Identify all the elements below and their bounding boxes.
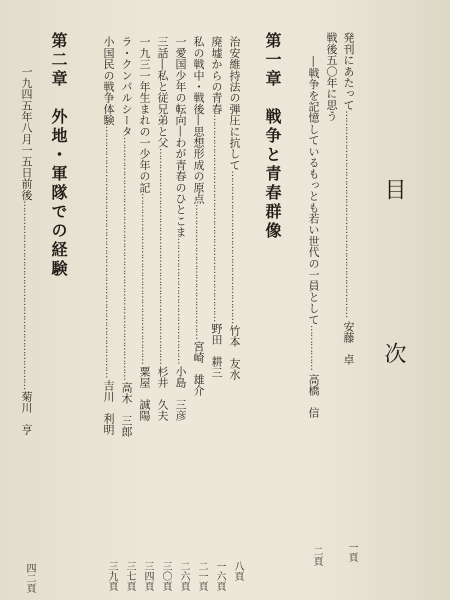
entry-page: 一六頁: [214, 561, 225, 591]
toc-title: 目 次: [381, 178, 406, 424]
toc-entry[interactable]: [226, 36, 243, 581]
toc-entry-sengo-sub: [305, 56, 321, 576]
entry-title: 三話―私と従兄弟と父: [156, 36, 169, 148]
toc-entry[interactable]: [208, 36, 225, 591]
entry-author: 竹本 友水: [228, 325, 241, 381]
toc-entry[interactable]: [190, 36, 207, 591]
entry-author: 粟屋 誠陽: [138, 365, 151, 421]
leader-dots: ………………………………………………………………: [157, 148, 168, 364]
entry-title: 廃墟からの青春: [210, 36, 223, 115]
toc-entry-sengo[interactable]: [323, 32, 339, 122]
leader-dots: …………………………………………………: [139, 192, 150, 364]
leader-dots: ……………………………………: [175, 237, 186, 364]
toc-entry[interactable]: [172, 36, 189, 591]
entry-page: 三〇頁: [160, 561, 171, 591]
chapter2-heading: 第二章 外地・軍隊での経験: [49, 32, 68, 279]
entry-title: 一九四五年八月一五日前後: [20, 66, 33, 201]
entry-page: 二頁: [311, 546, 322, 566]
leader-dots: ……………: [308, 324, 319, 370]
toc-entry[interactable]: [154, 36, 171, 591]
entry-title: 発刊にあたって: [342, 32, 355, 111]
entry-page: 三七頁: [124, 561, 135, 591]
toc-entry[interactable]: [118, 36, 135, 591]
entry-title: 一愛国少年の転向―わが青春のひとこま: [174, 36, 187, 238]
entry-title: 治安維持法の弾圧に抗して: [228, 36, 241, 171]
entry-title: 一九三一年生まれの一少年の記: [138, 36, 151, 193]
leader-dots: …………………………………………………………………………: [103, 125, 114, 378]
entry-author: 宮崎 雄介: [192, 341, 205, 396]
entry-author: 高橋 信: [307, 373, 320, 418]
entry-author: 野田 耕三: [210, 323, 223, 379]
entry-title: 小国民の戦争体験: [102, 36, 115, 126]
entry-page: 三四頁: [142, 561, 153, 591]
entry-page: 四二頁: [24, 563, 35, 593]
entry-subtitle: ―戦争を記憶しているもっとも若い世代の一員として: [307, 56, 320, 325]
entry-page: 一頁: [346, 542, 357, 562]
entry-title: 私の戦中・戦後―思想形成の原点: [192, 36, 205, 204]
entry-author: 吉川 利明: [102, 379, 115, 435]
toc-entry-preface[interactable]: [340, 32, 356, 577]
entry-page: 三九頁: [106, 561, 117, 591]
entry-page: 八頁: [232, 561, 243, 581]
leader-dots: ………………………………………………………: [21, 200, 32, 390]
entry-author: 菊川 亨: [20, 391, 33, 436]
entry-author: 小島 三彦: [174, 365, 187, 421]
entry-page: 二六頁: [178, 561, 189, 591]
toc-entry[interactable]: [18, 66, 35, 593]
leader-dots: ……………………………………………………………: [211, 114, 222, 322]
toc-entry[interactable]: [100, 36, 117, 591]
leader-dots: ………………………………………: [193, 204, 204, 339]
entry-page: 二一頁: [196, 561, 207, 591]
toc-entry[interactable]: [136, 36, 153, 591]
leader-dots: ……………………………………………: [229, 170, 240, 324]
chapter1-heading: 第一章 戦争と青春群像: [263, 32, 282, 241]
entry-author: 高木 三郎: [120, 381, 133, 437]
leader-dots: ……………………………………………………………: [343, 110, 354, 318]
leader-dots: ………………………………………………………………………: [121, 136, 132, 380]
entry-title: 戦後五〇年に思う: [325, 32, 338, 122]
entry-author: 安藤 卓: [342, 321, 355, 366]
entry-author: 杉井 久夫: [156, 366, 169, 421]
entry-title: ラ・クンパルシータ: [120, 36, 133, 137]
